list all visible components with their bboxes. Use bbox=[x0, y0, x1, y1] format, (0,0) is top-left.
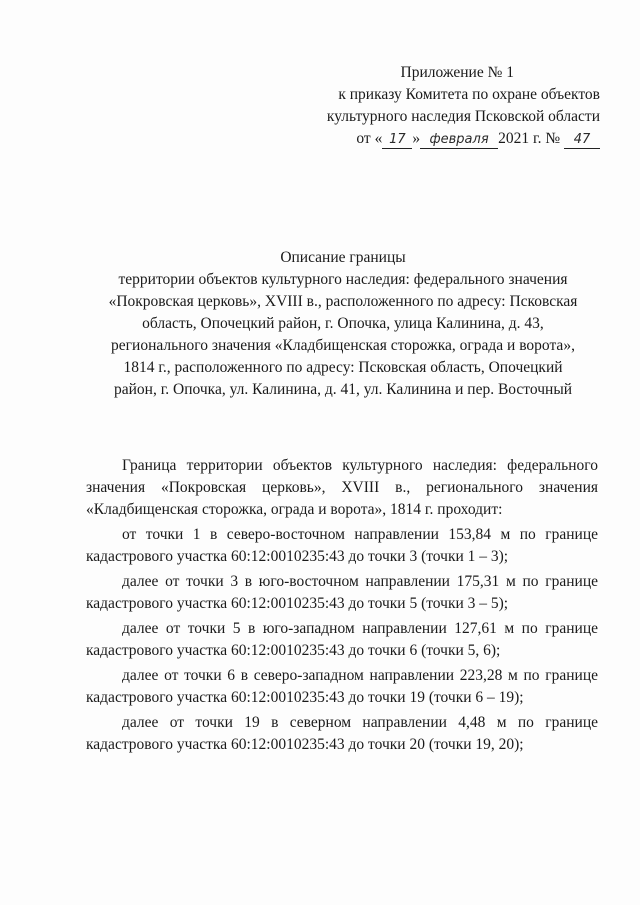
heading-line: регионального значения «Кладбищенская сторожка, ограда и ворота», bbox=[111, 337, 575, 354]
annex-block bbox=[300, 62, 600, 150]
body-paragraph: Граница территории объектов культурного наследия: федерального значения «Покровская церковь», XVIII в., регионального значения «Кладбищенская сторожка, ограда и ворота», 1814 г. проходит: bbox=[86, 457, 598, 518]
annex-order-line bbox=[300, 128, 600, 150]
annex-title: Приложение № 1 bbox=[400, 64, 514, 81]
heading-line: 1814 г., расположенного по адресу: Псковская область, Опочецкий bbox=[123, 359, 563, 376]
document-body bbox=[86, 455, 598, 759]
heading-title: Описание границы bbox=[280, 249, 406, 266]
body-paragraph: далее от точки 3 в юго-восточном направлении 175,31 м по границе кадастрового участка 60:12:0010235:43 до точки 5 (точки 3 – 5); bbox=[86, 573, 598, 612]
order-number-handwritten: 47 bbox=[564, 132, 600, 149]
heading-line: территории объектов культурного наследия: федерального значения bbox=[118, 271, 568, 288]
body-paragraph: далее от точки 5 в юго-западном направлении 127,61 м по границе кадастрового участка 60:12:0010235:43 до точки 6 (точки 5, 6); bbox=[86, 620, 598, 659]
order-day-handwritten: 17 bbox=[382, 132, 412, 149]
annex-line-order-ref: к приказу Комитета по охране объектов bbox=[338, 86, 600, 103]
heading-line: район, г. Опочка, ул. Калинина, д. 41, ул. Калинина и пер. Восточный bbox=[113, 381, 573, 398]
heading-line: область, Опочецкий район, г. Опочка, улица Калинина, д. 43, bbox=[142, 315, 544, 332]
order-year: 2021 г. № bbox=[498, 130, 561, 147]
body-paragraph: далее от точки 19 в северном направлении 4,48 м по границе кадастрового участка 60:12:0010235:43 до точки 20 (точки 19, 20); bbox=[86, 714, 598, 753]
body-paragraph: от точки 1 в северо-восточном направлении 153,84 м по границе кадастрового участка 60:12:0010235:43 до точки 3 (точки 1 – 3); bbox=[86, 526, 598, 565]
heading-line: «Покровская церковь», XVIII в., расположенного по адресу: Псковская bbox=[108, 293, 578, 310]
document-heading bbox=[88, 247, 598, 401]
annex-line-committee: культурного наследия Псковской области bbox=[326, 108, 600, 125]
order-prefix: от « bbox=[356, 130, 383, 147]
body-paragraph: далее от точки 6 в северо-западном направлении 223,28 м по границе кадастрового участка 60:12:0010235:43 до точки 19 (точки 6 – 19); bbox=[86, 667, 598, 706]
order-month-handwritten: февраля bbox=[420, 132, 498, 149]
order-mid: » bbox=[412, 130, 421, 147]
